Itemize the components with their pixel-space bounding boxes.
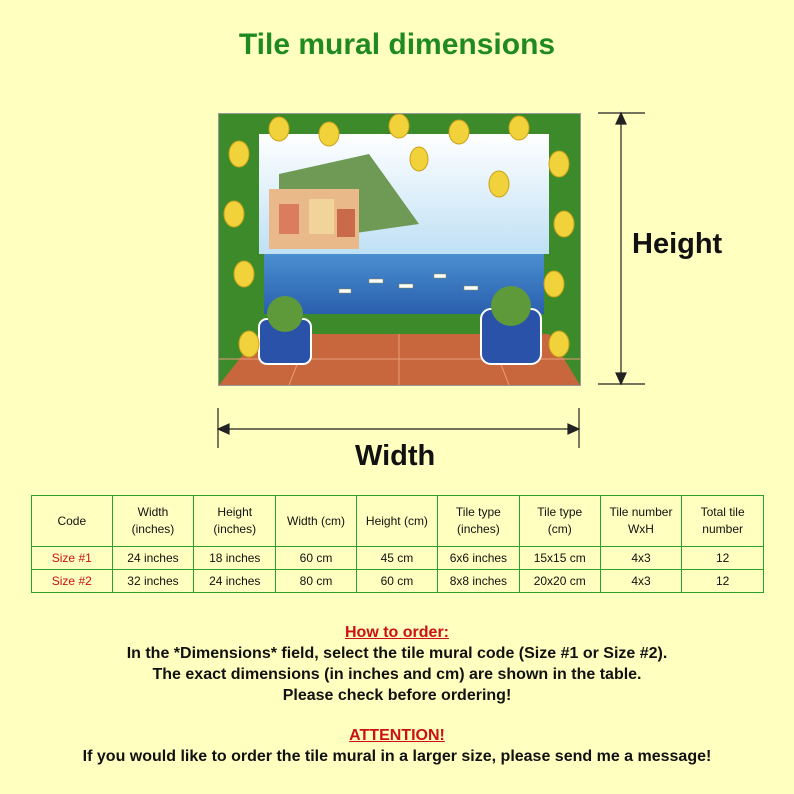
header-code (32, 496, 113, 547)
header-label: Height (inches) (213, 505, 257, 536)
header-label: Tile number WxH (609, 505, 673, 536)
header-tile-number (600, 496, 682, 547)
header-tile-type-cm (519, 496, 600, 547)
attention-section (0, 725, 794, 767)
table-cell: 60 cm (356, 570, 437, 593)
table-cell: 80 cm (276, 570, 357, 593)
header-tile-type-inches (437, 496, 519, 547)
header-label: Width (cm) (287, 513, 346, 528)
header-height-cm (356, 496, 437, 547)
header-height-inches (194, 496, 276, 547)
table-cell: 45 cm (356, 547, 437, 570)
table-cell: 6x6 inches (437, 547, 519, 570)
size-code: Size #1 (32, 547, 113, 570)
size-code: Size #2 (32, 570, 113, 593)
page-title: Tile mural dimensions (238, 28, 556, 61)
table-cell: 18 inches (194, 547, 276, 570)
table-cell: 12 (682, 547, 764, 570)
dimensions-table (31, 495, 764, 593)
width-label: Width (355, 440, 436, 472)
table-row (32, 570, 764, 593)
instruction-line: In the *Dimensions* field, select the tile mural code (Size #1 or Size #2). (126, 645, 668, 662)
instruction-line: The exact dimensions (in inches and cm) are shown in the table. (152, 666, 642, 683)
table-cell: 60 cm (276, 547, 357, 570)
table-cell: 12 (682, 570, 764, 593)
instruction-line: Please check before ordering! (282, 687, 512, 704)
table-cell: 8x8 inches (437, 570, 519, 593)
table-cell: 24 inches (194, 570, 276, 593)
table-cell: 15x15 cm (519, 547, 600, 570)
table-header-row (32, 496, 764, 547)
header-width-inches (112, 496, 194, 547)
attention-heading: ATTENTION! (349, 727, 445, 744)
header-label: Height (cm) (365, 513, 428, 528)
how-to-order-section (0, 622, 794, 706)
header-label: Tile type (inches) (455, 505, 501, 536)
header-label: Width (inches) (131, 505, 175, 536)
table-cell: 32 inches (112, 570, 194, 593)
table-row (32, 547, 764, 570)
table-cell: 4x3 (600, 547, 682, 570)
header-label: Total tile number (700, 505, 745, 536)
header-total-tile-number (682, 496, 764, 547)
height-label: Height (632, 228, 723, 260)
how-to-order-heading: How to order: (345, 624, 449, 641)
header-label: Code (57, 513, 87, 528)
table-cell: 20x20 cm (519, 570, 600, 593)
table-cell: 24 inches (112, 547, 194, 570)
attention-text: If you would like to order the tile mural in a larger size, please send me a message! (82, 748, 712, 765)
header-label: Tile type (cm) (537, 505, 583, 536)
header-width-cm (276, 496, 357, 547)
table-cell: 4x3 (600, 570, 682, 593)
